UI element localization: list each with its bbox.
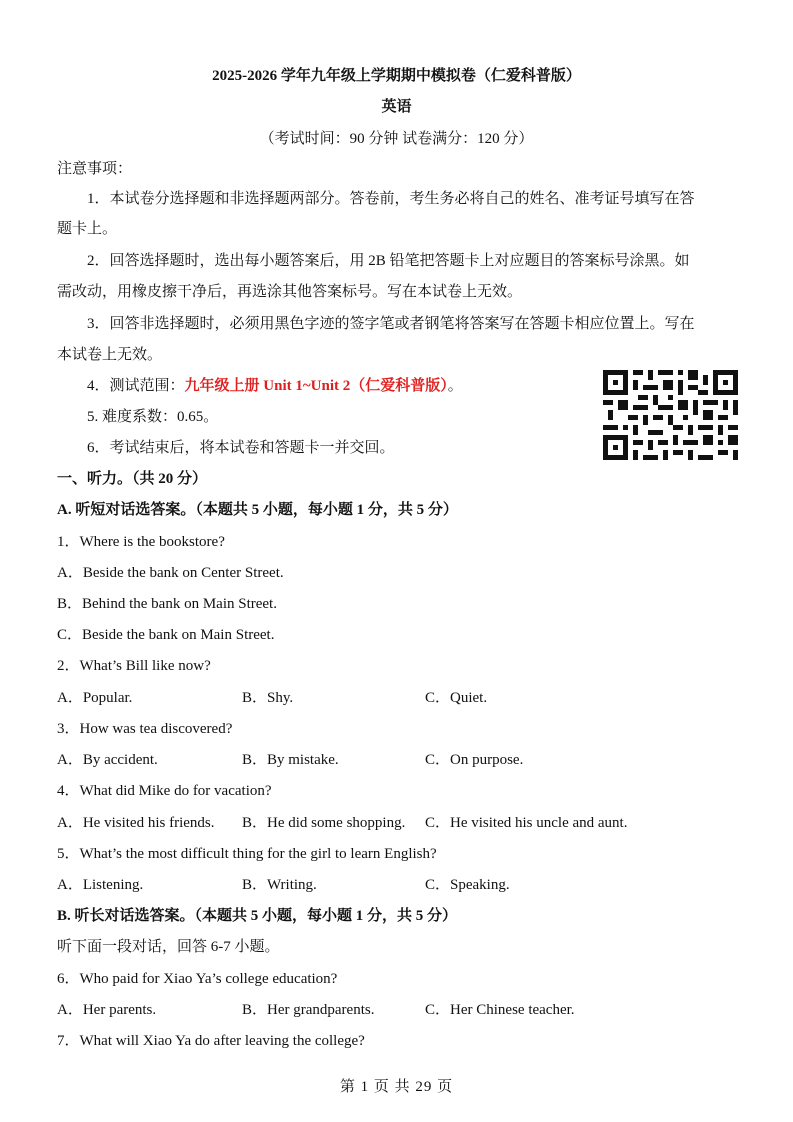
note-5: 5. 难度系数：0.65。	[87, 409, 219, 425]
question-3-option-b: B．By mistake.	[242, 752, 339, 768]
part-b-intro: 听下面一段对话，回答 6-7 小题。	[57, 939, 280, 955]
question-2-option-a: A．Popular.	[57, 690, 133, 706]
question-3: 3．How was tea discovered?	[57, 721, 233, 737]
notes-heading: 注意事项：	[57, 161, 133, 177]
question-5-option-a: A．Listening.	[57, 877, 144, 893]
question-5-option-c: C．Speaking.	[425, 877, 510, 893]
note-1-line-1: 1．本试卷分选择题和非选择题两部分。答卷前，考生务必将自己的姓名、准考证号填写在答	[87, 191, 695, 207]
question-6-option-a: A．Her parents.	[57, 1002, 157, 1018]
question-2-option-b: B．Shy.	[242, 690, 294, 706]
part-a-heading: A. 听短对话选答案。（本题共 5 小题，每小题 1 分，共 5 分）	[57, 502, 458, 518]
note-4-prefix: 4．测试范围：	[87, 378, 185, 394]
test-range: 九年级上册 Unit 1~Unit 2（仁爱科普版）	[184, 378, 448, 394]
question-1-option-c: C．Beside the bank on Main Street.	[57, 627, 275, 643]
question-1-option-b: B．Behind the bank on Main Street.	[57, 596, 277, 612]
question-4-option-a: A．He visited his friends.	[57, 815, 215, 831]
question-3-option-c: C．On purpose.	[425, 752, 524, 768]
part-b-heading: B. 听长对话选答案。（本题共 5 小题，每小题 1 分，共 5 分）	[57, 908, 458, 924]
note-2-line-1: 2．回答选择题时，选出每小题答案后，用 2B 铅笔把答题卡上对应题目的答案标号涂黑。如	[87, 253, 690, 269]
note-2-line-2: 需改动，用橡皮擦干净后，再选涂其他答案标号。写在本试卷上无效。	[57, 284, 523, 300]
question-3-option-a: A．By accident.	[57, 752, 158, 768]
question-4: 4．What did Mike do for vacation?	[57, 783, 272, 799]
question-4-option-b: B．He did some shopping.	[242, 815, 406, 831]
qr-code-icon	[603, 370, 738, 460]
question-6: 6．Who paid for Xiao Ya’s college education?	[57, 971, 338, 987]
question-2: 2．What’s Bill like now?	[57, 658, 211, 674]
exam-title: 2025-2026 学年九年级上学期期中模拟卷（仁爱科普版）	[212, 68, 581, 84]
note-3-line-1: 3．回答非选择题时，必须用黑色字迹的签字笔或者钢笔将答案写在答题卡相应位置上。写在	[87, 316, 695, 332]
question-6-option-c: C．Her Chinese teacher.	[425, 1002, 575, 1018]
question-4-option-c: C．He visited his uncle and aunt.	[425, 815, 628, 831]
question-5: 5．What’s the most difficult thing for the girl to learn English?	[57, 846, 437, 862]
section-listening-heading: 一、听力。（共 20 分）	[57, 471, 208, 487]
question-1-option-a: A．Beside the bank on Center Street.	[57, 565, 284, 581]
exam-info: （考试时间：90 分钟 试卷满分：120 分）	[259, 131, 534, 147]
question-5-option-b: B．Writing.	[242, 877, 317, 893]
note-4	[87, 377, 463, 395]
question-1: 1．Where is the bookstore?	[57, 534, 225, 550]
page-number: 第 1 页 共 29 页	[339, 1079, 454, 1095]
note-4-suffix: 。	[447, 378, 463, 394]
subject-title: 英语	[381, 99, 412, 115]
question-6-option-b: B．Her grandparents.	[242, 1002, 375, 1018]
note-3-line-2: 本试卷上无效。	[57, 347, 163, 363]
note-6: 6．考试结束后，将本试卷和答题卡一并交回。	[87, 440, 395, 456]
note-1-line-2: 题卡上。	[57, 221, 118, 237]
question-7: 7．What will Xiao Ya do after leaving the college?	[57, 1033, 365, 1049]
question-2-option-c: C．Quiet.	[425, 690, 488, 706]
